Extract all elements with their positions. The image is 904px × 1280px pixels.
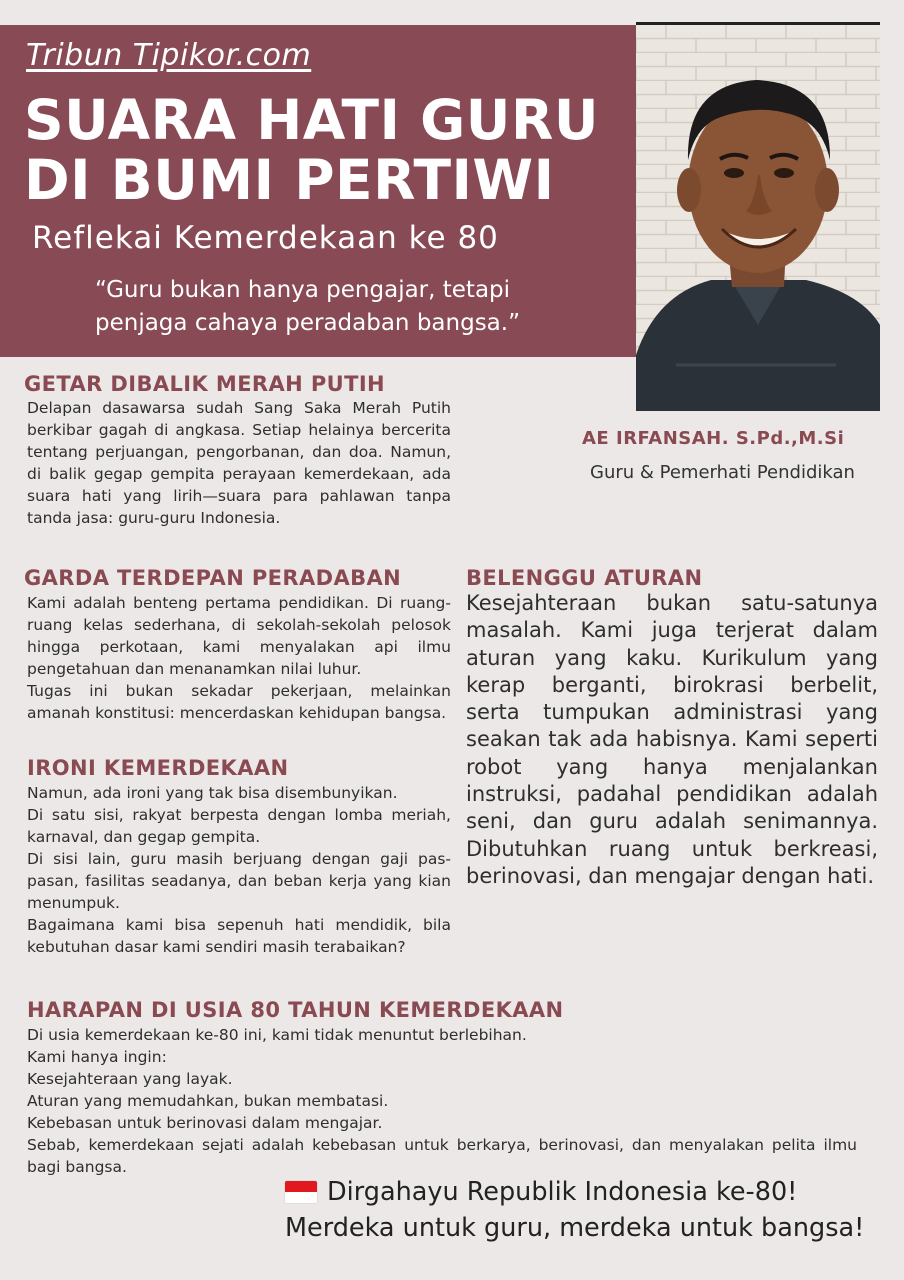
body-ironi	[27, 782, 451, 958]
title-line-2: DI BUMI PERTIWI	[24, 148, 555, 212]
harapan-line-4: Aturan yang memudahkan, bukan membatasi.	[27, 1092, 389, 1110]
ironi-paragraph-1: Namun, ada ironi yang tak bisa disembunyikan.	[27, 784, 398, 802]
heading-harapan: HARAPAN DI USIA 80 TAHUN KEMERDEKAAN	[27, 998, 564, 1022]
ironi-paragraph-3: Di sisi lain, guru masih berjuang dengan gaji pas-pasan, fasilitas seadanya, dan beban kerja yang kian menumpuk.	[27, 850, 451, 912]
ironi-paragraph-2: Di satu sisi, rakyat berpesta dengan lomba meriah, karnaval, dan gegap gempita.	[27, 806, 451, 846]
quote-line-2: penjaga cahaya peradaban bangsa.”	[95, 310, 520, 336]
heading-belenggu: BELENGGU ATURAN	[466, 566, 703, 590]
quote-line-1: “Guru bukan hanya pengajar, tetapi	[95, 277, 511, 303]
quote	[95, 274, 520, 340]
author-portrait-image	[636, 25, 880, 411]
harapan-line-6: Sebab, kemerdekaan sejati adalah kebebasan untuk berkarya, berinovasi, dan menyalakan pelita ilmu bagi bangsa.	[27, 1136, 857, 1176]
title-line-1: SUARA HATI GURU	[24, 88, 599, 152]
garda-paragraph-2: Tugas ini bukan sekadar pekerjaan, melainkan amanah konstitusi: mencerdaskan kehidupan bangsa.	[27, 682, 451, 722]
body-harapan	[27, 1024, 857, 1178]
page-title	[24, 90, 599, 210]
ironi-paragraph-4: Bagaimana kami bisa sepenuh hati mendidik, bila kebutuhan dasar kami sendiri masih terabaikan?	[27, 916, 451, 956]
author-photo	[636, 25, 880, 411]
heading-getar: GETAR DIBALIK MERAH PUTIH	[24, 372, 386, 396]
body-garda	[27, 592, 451, 724]
body-belenggu: Kesejahteraan bukan satu-satunya masalah. Kami juga terjerat dalam aturan yang kaku. Kurikulum yang kerap berganti, birokrasi berbelit, serta tumpukan administrasi yang seakan tak ada habisnya. Kami seperti robot yang hanya menjalankan instruksi, padahal pendidikan adalah seni, dan guru adalah senimannya. Dibutuhkan ruang untuk berkreasi, berinovasi, dan mengajar dengan hati.	[466, 591, 878, 888]
indonesia-flag-icon	[285, 1181, 317, 1203]
closing-line-1-row	[285, 1174, 864, 1210]
harapan-line-3: Kesejahteraan yang layak.	[27, 1070, 233, 1088]
body-getar: Delapan dasawarsa sudah Sang Saka Merah Putih berkibar gagah di angkasa. Setiap helainya bercerita tentang perjuangan, pengorbanan, dan doa. Namun, di balik gegap gempita perayaan kemerdekaan, ada suara hati yang lirih—suara para pahlawan tanpa tanda jasa: guru-guru Indonesia.	[27, 399, 451, 527]
heading-garda: GARDA TERDEPAN PERADABAN	[24, 566, 402, 590]
author-name: AE IRFANSAH. S.Pd.,M.Si	[582, 428, 845, 449]
closing-line-2: Merdeka untuk guru, merdeka untuk bangsa!	[285, 1213, 865, 1243]
site-name: Tribun Tipikor.com	[26, 38, 312, 73]
harapan-line-2: Kami hanya ingin:	[27, 1048, 167, 1066]
subtitle: Reflekai Kemerdekaan ke 80	[32, 220, 499, 256]
heading-ironi: IRONI KEMERDEKAAN	[27, 756, 289, 780]
closing-line-1: Dirgahayu Republik Indonesia ke-80!	[327, 1177, 798, 1207]
garda-paragraph-1: Kami adalah benteng pertama pendidikan. Di ruang-ruang kelas sederhana, di sekolah-sekolah pelosok hingga perkotaan, kami menyalakan api ilmu pengetahuan dan menanamkan nilai luhur.	[27, 594, 451, 678]
closing	[285, 1174, 864, 1246]
author-role: Guru & Pemerhati Pendidikan	[590, 462, 855, 483]
harapan-line-5: Kebebasan untuk berinovasi dalam mengajar.	[27, 1114, 383, 1132]
harapan-line-1: Di usia kemerdekaan ke-80 ini, kami tidak menuntut berlebihan.	[27, 1026, 527, 1044]
